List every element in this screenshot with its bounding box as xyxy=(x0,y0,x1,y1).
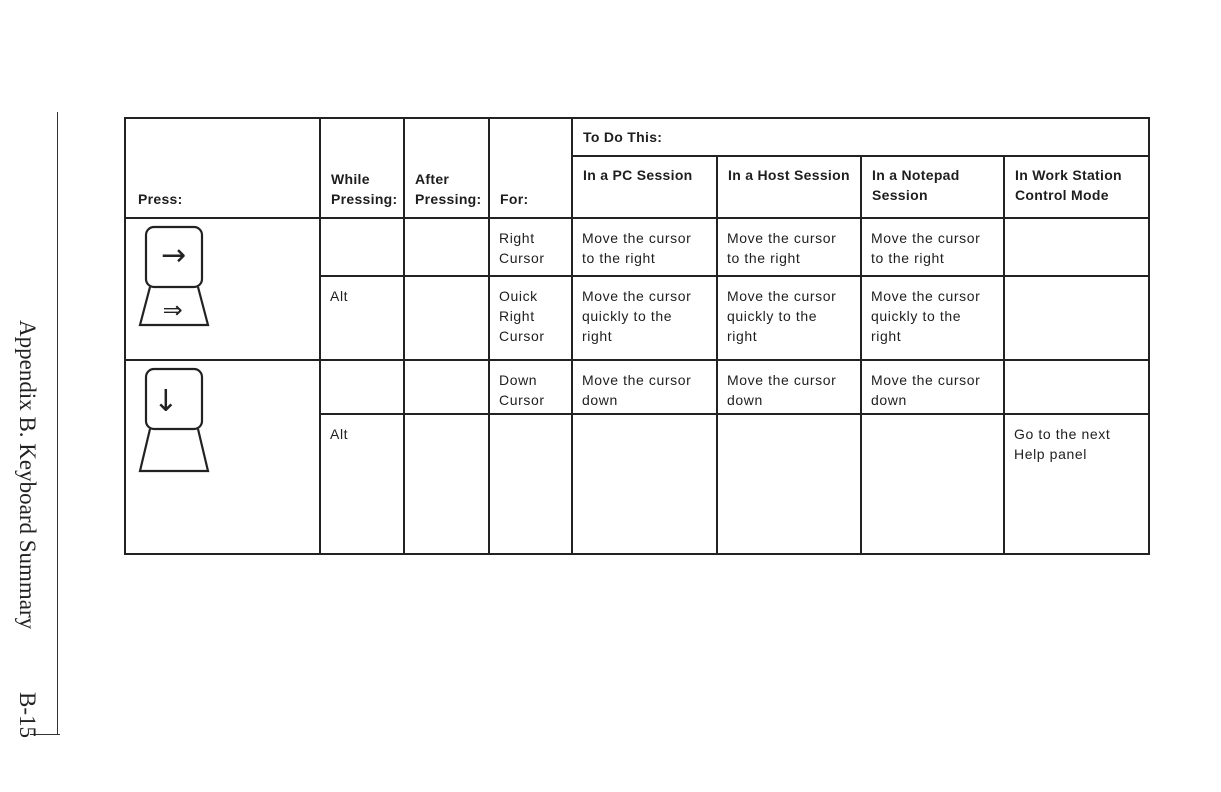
row4-for xyxy=(489,414,572,554)
row3-workstation xyxy=(1004,360,1149,414)
row2-pc: Move the cursor quickly to the right xyxy=(572,276,717,360)
key-cell-right xyxy=(125,218,320,360)
margin-rule xyxy=(57,112,58,734)
row4-while: Alt xyxy=(320,414,404,554)
keyboard-summary-table xyxy=(124,117,1150,555)
row2-after xyxy=(404,276,489,360)
right-arrow-key-icon xyxy=(126,219,316,357)
row3-notepad: Move the cursor down xyxy=(861,360,1004,414)
header-host-session: In a Host Session xyxy=(717,156,861,218)
row1-pc: Move the cursor to the right xyxy=(572,218,717,276)
row1-for: Right Cursor xyxy=(489,218,572,276)
header-notepad-session: In a Notepad Session xyxy=(861,156,1004,218)
row1-notepad: Move the cursor to the right xyxy=(861,218,1004,276)
header-work-station: In Work Station Control Mode xyxy=(1004,156,1149,218)
header-for: For: xyxy=(489,118,572,218)
table-row xyxy=(125,218,1149,276)
row3-while xyxy=(320,360,404,414)
row2-workstation xyxy=(1004,276,1149,360)
row4-notepad xyxy=(861,414,1004,554)
row3-host: Move the cursor down xyxy=(717,360,861,414)
header-pc-session: In a PC Session xyxy=(572,156,717,218)
row2-host: Move the cursor quickly to the right xyxy=(717,276,861,360)
table-row xyxy=(125,360,1149,414)
row2-while: Alt xyxy=(320,276,404,360)
row1-after xyxy=(404,218,489,276)
row2-notepad: Move the cursor quickly to the right xyxy=(861,276,1004,360)
key-top-glyph: ↓ xyxy=(153,384,179,419)
row4-after xyxy=(404,414,489,554)
key-top-glyph: → xyxy=(161,238,187,273)
header-press: Press: xyxy=(125,118,320,218)
key-bottom-glyph: ⇒ xyxy=(162,296,184,324)
header-to-do-this: To Do This: xyxy=(572,118,1149,156)
row4-host xyxy=(717,414,861,554)
header-after-pressing: After Pressing: xyxy=(404,118,489,218)
header-while-pressing: While Pressing: xyxy=(320,118,404,218)
row2-for: Ouick Right Cursor xyxy=(489,276,572,360)
row1-while xyxy=(320,218,404,276)
row3-after xyxy=(404,360,489,414)
row1-host: Move the cursor to the right xyxy=(717,218,861,276)
row3-pc: Move the cursor down xyxy=(572,360,717,414)
down-arrow-key-icon xyxy=(126,361,316,491)
row1-workstation xyxy=(1004,218,1149,276)
appendix-title: Appendix B. Keyboard Summary xyxy=(15,320,40,630)
key-cell-down xyxy=(125,360,320,554)
row3-for: Down Cursor xyxy=(489,360,572,414)
row4-workstation: Go to the next Help panel xyxy=(1004,414,1149,554)
row4-pc xyxy=(572,414,717,554)
page-number: B-15 xyxy=(15,692,40,738)
